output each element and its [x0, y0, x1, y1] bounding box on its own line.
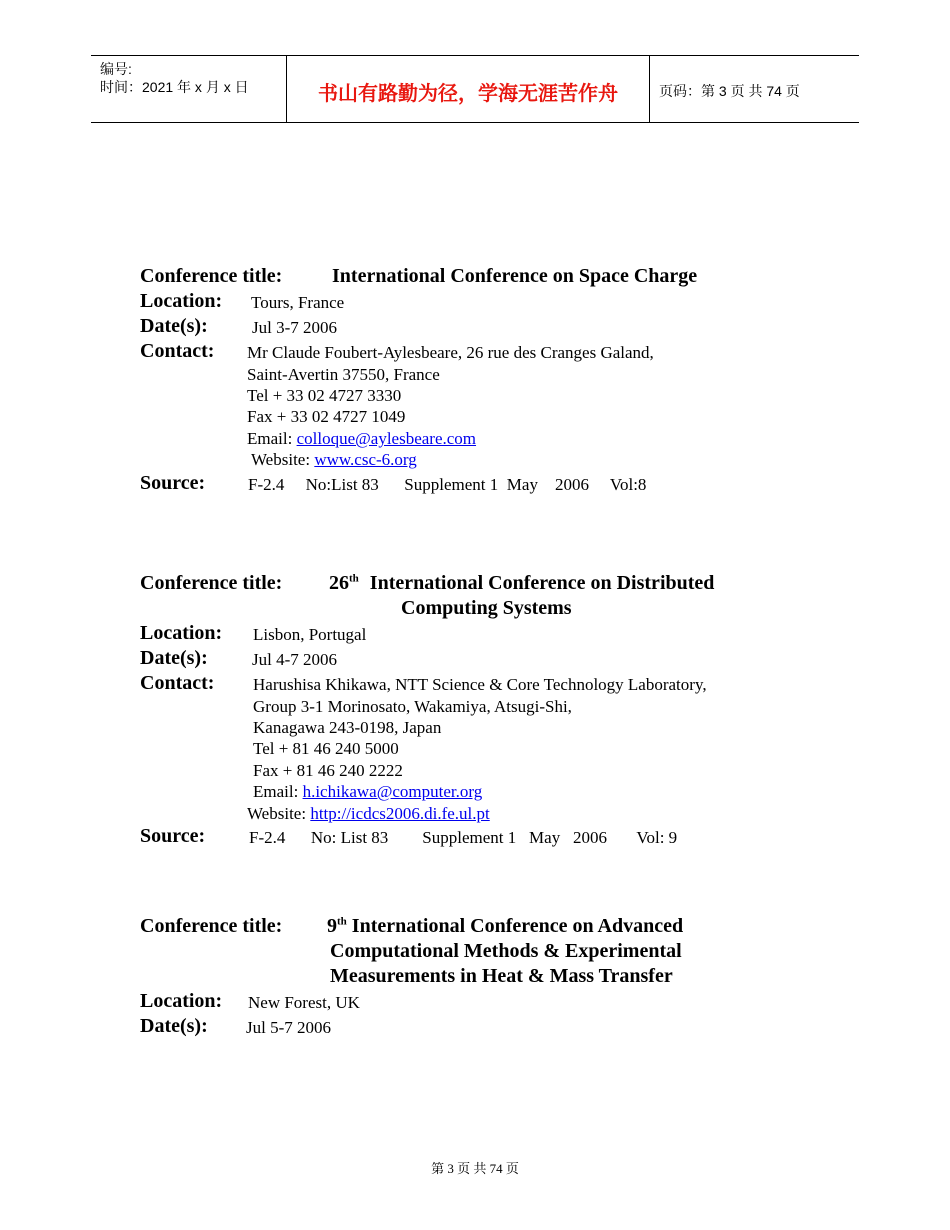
conf3-title-line3: Measurements in Heat & Mass Transfer: [330, 965, 673, 987]
conf1-location-label: Location:: [140, 290, 223, 312]
conf2-email-label: Email:: [253, 782, 299, 801]
page-header: [91, 55, 859, 123]
conf2-contact-line1: Harushisa Khikawa, NTT Science & Core Technology Laboratory,: [253, 675, 707, 694]
conf2-contact-label: Contact:: [140, 672, 215, 694]
conf2-email-link[interactable]: h.ichikawa@computer.org: [302, 782, 483, 801]
conf2-title-line2: Computing Systems: [401, 597, 572, 619]
conf2-website-link[interactable]: http://icdcs2006.di.fe.ul.pt: [310, 804, 490, 823]
conf1-website-label: Website:: [251, 450, 311, 469]
conf2-title-number: 26: [329, 572, 349, 594]
document-number-label: 编号:: [100, 61, 132, 77]
conf2-location: Lisbon, Portugal: [253, 625, 367, 644]
conf1-title: International Conference on Space Charge: [332, 265, 698, 287]
header-motto-cell: [287, 56, 650, 122]
conf2-contact-line3: Kanagawa 243-0198, Japan: [253, 718, 442, 737]
conf1-contact-line2: Saint-Avertin 37550, France: [247, 365, 440, 384]
conf1-dates: Jul 3-7 2006: [252, 318, 337, 337]
conf1-location: Tours, France: [251, 293, 345, 312]
conf2-title-line1: International Conference on Distributed: [369, 572, 715, 594]
conf2-website-row: [247, 804, 490, 824]
conf3-location: New Forest, UK: [248, 993, 360, 1012]
header-meta-cell: [91, 56, 287, 122]
conf1-email-label: Email:: [247, 429, 293, 448]
header-motto: 书山有路勤为径，学海无涯苦作舟: [318, 83, 618, 105]
conf1-website-link[interactable]: www.csc-6.org: [314, 450, 417, 469]
conf2-title-label: Conference title:: [140, 572, 283, 594]
conf1-email-link[interactable]: colloque@aylesbeare.com: [296, 429, 477, 448]
conf1-source-label: Source:: [140, 472, 206, 494]
conf3-title-label: Conference title:: [140, 915, 283, 937]
conf1-email-row: [247, 429, 476, 449]
conf3-title-line1: International Conference on Advanced: [351, 915, 684, 937]
conf1-contact-line1: Mr Claude Foubert-Aylesbeare, 26 rue des Cranges Galand,: [247, 343, 654, 362]
conf2-location-label: Location:: [140, 622, 223, 644]
conf1-tel: Tel + 33 02 4727 3330: [247, 386, 402, 405]
conf2-fax: Fax + 81 46 240 2222: [253, 761, 403, 780]
page-footer: 第 3 页 共 74 页: [431, 1161, 519, 1176]
header-page-cell: [650, 56, 859, 122]
header-page-info: 页码：第 3 页 共 74 页: [659, 83, 800, 99]
document-time-label: 时间：2021 年 x 月 x 日: [100, 79, 249, 95]
conf3-title-number: 9: [327, 915, 337, 937]
conf3-dates: Jul 5-7 2006: [246, 1018, 331, 1037]
conf2-source-label: Source:: [140, 825, 206, 847]
conf2-dates: Jul 4-7 2006: [252, 650, 337, 669]
conf3-title-ordinal: th: [337, 915, 347, 928]
conf2-contact-line2: Group 3-1 Morinosato, Wakamiya, Atsugi-Shi,: [253, 697, 572, 716]
conf3-title-line1-row: [327, 915, 683, 938]
conf3-location-label: Location:: [140, 990, 223, 1012]
conf3-dates-label: Date(s):: [140, 1015, 208, 1037]
conf1-source: F-2.4 No:List 83 Supplement 1 May 2006 Vol:8: [248, 475, 647, 494]
conf2-dates-label: Date(s):: [140, 647, 208, 669]
conf2-email-row: [253, 782, 482, 802]
conf2-website-label: Website:: [247, 804, 307, 823]
conf2-source: F-2.4 No: List 83 Supplement 1 May 2006 Vol: 9: [249, 828, 678, 847]
conf1-fax: Fax + 33 02 4727 1049: [247, 407, 406, 426]
conf2-title-line1-row: [329, 572, 714, 595]
conf3-title-line2: Computational Methods & Experimental: [330, 940, 682, 962]
conf1-title-label: Conference title:: [140, 265, 283, 287]
conf1-website-row: [251, 450, 417, 470]
conf2-tel: Tel + 81 46 240 5000: [253, 739, 399, 758]
conf2-title-ordinal: th: [349, 572, 359, 585]
conf1-dates-label: Date(s):: [140, 315, 208, 337]
conf1-contact-label: Contact:: [140, 340, 215, 362]
